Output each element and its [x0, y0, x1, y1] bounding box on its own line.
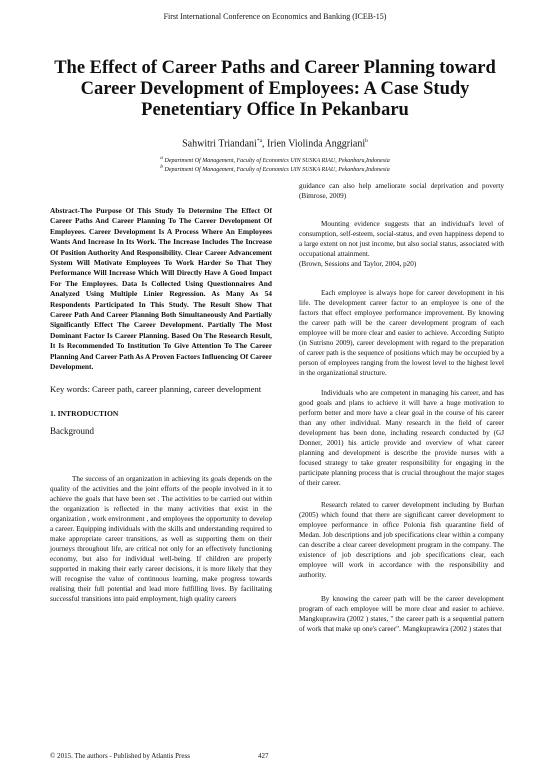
affiliation-mark: b [160, 164, 164, 170]
body-paragraph: guidance can also help ameliorate social deprivation and poverty (Bimrose, 2009) [299, 182, 504, 200]
body-paragraph: Individuals who are competent in managing his career, and has good goals and plans to achieve it will have a huge motivation to perform better and more have a clear goal in the course of his career than any other individual. Many research in the field of career development has been done, including research conducted by (GJ Donner, 2001) his article provide and overview of what career planning and development is describe the provide nurses with a focused strategy to take greater responsibility for engaging in the participate planning process that is crucial throughout the major stages of their career. [299, 389, 504, 487]
page-number: 427 [258, 752, 269, 760]
citation: (Brown, Sessions and Taylor, 2004, p20) [299, 260, 417, 268]
affiliation-text: Department Of Management, Faculty of Economics UIN SUSKA RIAU, Pekanbaru,Indonesia [163, 158, 390, 164]
author-separator: , [262, 138, 268, 150]
paper-title: The Effect of Career Paths and Career Planning toward Career Development of Employees: A Case Study Penetentiary Office In Pekanbaru [54, 58, 496, 120]
author-line [0, 138, 550, 149]
affiliation-text: Department Of Management, Faculty of Economics UIN SUSKA RIAU, Pekanbaru,Indonesia [163, 167, 390, 173]
body-paragraph: Each employee is always hope for career development in his life. The development career factor to an employee is one of the factors that effect employee performance improvement. By knowing the career path will be the career development program of each employee will be more clear and easier to achieve. According Sutipto (in Sutrisno 2009), career development with regard to the preparation of career path is the sequence of positions which may be occupied by a person of employees ranging from the lowest level to the highest level in the organizational structure. [299, 289, 504, 377]
body-paragraph: By knowing the career path will be the career development program of each employee will be more clear and easier to achieve. Mangkuprawira (2002 ) states, " the career path is a sequential pattern of work that make up one's career". Mangkuprawira (2002 ) states that [299, 595, 504, 633]
left-column [50, 206, 272, 604]
body-paragraph: Mounting evidence suggests that an individual's level of consumption, self-esteem, social-status, and even happiness depend to a large extent on not just income, but also social status, associated with occupational attainment. [299, 220, 504, 258]
author-superscript: b [365, 138, 368, 144]
affiliation-a [0, 155, 550, 164]
body-paragraph: The success of an organization in achieving its goals depends on the quality of the activities and the joint efforts of the people involved in it to achieve the goals that have been set . The activities to be carried out within the organization is reflected in the many activities that exist in the organization , work environment , and employees the opportunity to develop a career. Equipping individuals with the skills and understanding required to make appropriate career transitions, as well as supporting them on their journeys throughout life, are critical not only for an effectively functioning economy, but also for individual well-being. If children are properly supported in making their early career decisions, it is more likely that they will recognise the value of continuous learning, make progress towards realising their full potential and lead more fulfilling lives. By facilitating successful transitions into paid employment, high quality careers [50, 474, 272, 603]
subsection-heading: Background [50, 425, 94, 436]
author-superscript: *a [256, 138, 263, 144]
author-name: Sahwitri Triandani [182, 138, 257, 150]
abstract: Abstract-The Purpose Of This Study To Determine The Effect Of Career Paths And Career Planning To The Career Development Of Employees. Career Development Is A Process Where An Employees Wants And Increase In Its Work. The Increase Includes The Increase Of Position Authority And Responsibility. Clear Career Advancement System Will Motivate Employees To Work Harder So That They Performance Will Increase Which Will Directly Have A Good Impact For The Employees. Data Is Collected Using Questionnaires And Analyzed Using Multiple Linier Regression. As Many As 54 Respondents Participated In This Study. The Result Show That Career Path And Career Planning Both Simultaneously And Partially Significantly Effect The Career Development. Partially The Most Dominant Factor Is Career Planning. Based On The Research Result, It Is Recommended To Institution To Give Attention To The Career Planning And Career Path As A Proven Factors Influencing Of Career Development. [50, 206, 272, 372]
copyright-notice: © 2015. The authors - Published by Atlantis Press [50, 752, 190, 760]
author-name: Irien Violinda Anggriani [267, 138, 366, 150]
affiliation-mark: a [160, 155, 164, 161]
right-column [299, 181, 504, 634]
keywords: Key words: Career path, career planning, career development [50, 383, 262, 394]
body-paragraph: Research related to career development including by Burhan (2005) which found that there are significant career development to employee performance in office Polonia fish quarantine field of Medan. Job descriptions and job specifications clear within a company can describe a clear career development program in the company. The existence of job descriptions and job specifications clear, each employee will work in accordance with the responsibility and authority. [299, 501, 504, 579]
affiliation-b [0, 164, 550, 173]
section-heading: 1. INTRODUCTION [50, 408, 119, 418]
running-head: First International Conference on Economics and Banking (ICEB-15) [163, 12, 387, 21]
